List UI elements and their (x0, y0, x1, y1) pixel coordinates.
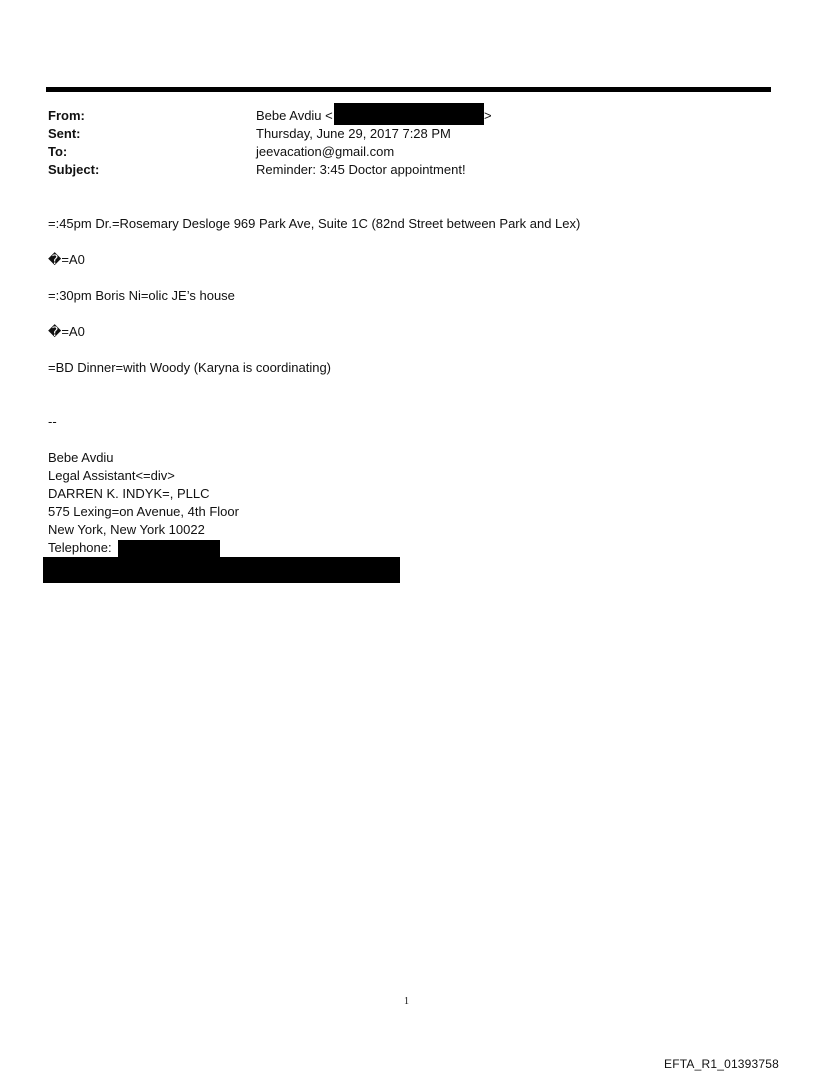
body-line-artifact-1: �=A0 (48, 252, 85, 267)
body-line-artifact-2: �=A0 (48, 324, 85, 339)
from-value (256, 108, 333, 123)
body-line-boris: =:30pm Boris Ni=olic JE’s house (48, 288, 235, 303)
signature-name: Bebe Avdiu (48, 450, 114, 465)
page-number: 1 (404, 996, 409, 1007)
subject-label: Subject: (48, 162, 100, 177)
sent-value: Thursday, June 29, 2017 7:28 PM (256, 126, 451, 141)
to-label: To: (48, 144, 68, 159)
from-close-bracket: > (484, 108, 492, 123)
header-rule (46, 87, 771, 92)
to-value: jeevacation@gmail.com (256, 144, 395, 159)
redaction-telephone (118, 540, 220, 557)
signature-address-2: New York, New York 10022 (48, 522, 205, 537)
signature-title: Legal Assistant<=div> (48, 468, 175, 483)
signature-separator: -- (48, 414, 57, 429)
sent-label: Sent: (48, 126, 81, 141)
signature-firm: DARREN K. INDYK=, PLLC (48, 486, 210, 501)
body-line-doctor: =:45pm Dr.=Rosemary Desloge 969 Park Ave, Suite 1C (82nd Street between Park and Lex) (48, 216, 581, 231)
from-name: Bebe Avdiu (256, 108, 322, 123)
from-label: From: (48, 108, 85, 123)
body-line-dinner: =BD Dinner=with Woody (Karyna is coordinating) (48, 360, 332, 375)
bates-number: EFTA_R1_01393758 (664, 1057, 780, 1071)
signature-address-1: 575 Lexing=on Avenue, 4th Floor (48, 504, 239, 519)
subject-value: Reminder: 3:45 Doctor appointment! (256, 162, 466, 177)
signature-telephone-label: Telephone: (48, 540, 112, 555)
redaction-from-email (334, 103, 484, 125)
from-open-bracket: < (325, 108, 333, 123)
redaction-signature-block (43, 557, 400, 583)
